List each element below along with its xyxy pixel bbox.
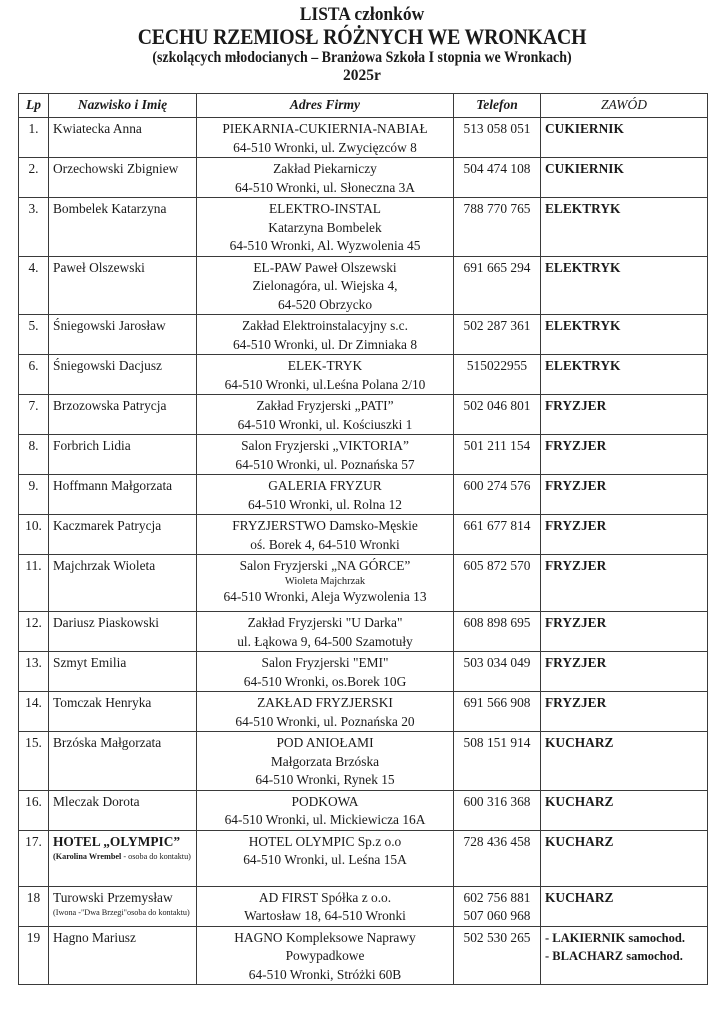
cell-name xyxy=(49,475,197,515)
contact-note-text: - osoba do kontaktu) xyxy=(121,852,191,861)
row-number: 7. xyxy=(28,398,39,413)
cell-address xyxy=(197,790,454,830)
cell-lp xyxy=(19,732,49,791)
cell-lp xyxy=(19,435,49,475)
row-number: 4. xyxy=(28,259,39,275)
cell-phone xyxy=(454,612,541,652)
cell-profession xyxy=(541,256,708,315)
table-row xyxy=(19,830,708,886)
cell-phone xyxy=(454,355,541,395)
cell-phone xyxy=(454,926,541,985)
cell-phone xyxy=(454,256,541,315)
member-name: Hoffmann Małgorzata xyxy=(53,478,173,493)
row-number: 1. xyxy=(28,121,39,136)
table-row xyxy=(19,652,708,692)
cell-address xyxy=(197,395,454,435)
cell-profession xyxy=(541,158,708,198)
phone-number: 504 474 108 xyxy=(463,161,531,176)
title-line-1: LISTA członków xyxy=(299,4,425,25)
cell-address xyxy=(197,475,454,515)
cell-phone xyxy=(454,315,541,355)
address-line: 64-510 Wronki, ul.Leśna Polana 2/10 xyxy=(224,376,426,392)
cell-profession xyxy=(541,692,708,732)
row-number: 12. xyxy=(25,615,42,630)
member-name: Hagno Mariusz xyxy=(53,929,136,945)
member-name: Tomczak Henryka xyxy=(53,695,152,710)
cell-address xyxy=(197,435,454,475)
cell-phone xyxy=(454,198,541,257)
table-row xyxy=(19,515,708,555)
table-row xyxy=(19,926,708,985)
title-line-3: (szkolących młodocianych – Branżowa Szkoła I stopnia we Wronkach) xyxy=(152,49,572,66)
address-line: 64-510 Wronki, ul. Mickiewicza 16A xyxy=(224,812,426,827)
cell-address xyxy=(197,612,454,652)
cell-name xyxy=(49,886,197,926)
phone-number: 503 034 049 xyxy=(463,655,531,670)
member-name: Orzechowski Zbigniew xyxy=(53,161,179,176)
address-line: 64-510 Wronki, ul. Leśna 15A xyxy=(243,852,407,867)
cell-profession xyxy=(541,555,708,612)
cell-lp xyxy=(19,256,49,315)
cell-profession xyxy=(541,515,708,555)
cell-name xyxy=(49,158,197,198)
profession-label: FRYZJER xyxy=(545,398,607,413)
title-line-2: CECHU RZEMIOSŁ RÓŻNYCH WE WRONKACH xyxy=(137,24,587,49)
address-line: Zakład Fryzjerski „PATI” xyxy=(256,398,394,413)
address-line: GALERIA FRYZUR xyxy=(268,478,382,493)
table-header-row xyxy=(19,94,708,118)
cell-phone xyxy=(454,886,541,926)
cell-profession xyxy=(541,198,708,257)
cell-name xyxy=(49,256,197,315)
phone-number: 502 046 801 xyxy=(463,398,531,413)
cell-address xyxy=(197,198,454,257)
cell-phone xyxy=(454,118,541,158)
address-line: Wartosław 18, 64-510 Wronki xyxy=(244,908,406,923)
phone-number: 605 872 570 xyxy=(463,558,531,573)
row-number: 14. xyxy=(25,695,42,710)
contact-note xyxy=(53,851,192,862)
member-name: Brzóska Małgorzata xyxy=(53,735,162,750)
member-name: Turowski Przemysław xyxy=(53,889,173,905)
cell-lp xyxy=(19,555,49,612)
cell-name xyxy=(49,555,197,612)
member-name: Bombelek Katarzyna xyxy=(53,201,167,216)
address-line: POD ANIOŁAMI xyxy=(276,735,374,750)
member-name: Kaczmarek Patrycja xyxy=(53,518,162,533)
profession-label: FRYZJER xyxy=(545,558,607,573)
cell-profession xyxy=(541,790,708,830)
cell-lp xyxy=(19,355,49,395)
row-number: 5. xyxy=(28,318,39,333)
table-row xyxy=(19,315,708,355)
cell-profession xyxy=(541,886,708,926)
cell-name xyxy=(49,926,197,985)
profession-label: FRYZJER xyxy=(545,615,607,630)
phone-number: 501 211 154 xyxy=(463,438,531,453)
member-name: Kwiatecka Anna xyxy=(53,121,142,136)
row-number: 11. xyxy=(25,558,42,573)
address-line: ZAKŁAD FRYZJERSKI xyxy=(257,695,393,710)
cell-phone xyxy=(454,515,541,555)
cell-address xyxy=(197,652,454,692)
row-number: 2. xyxy=(28,161,39,176)
address-line: 64-510 Wronki, Aleja Wyzwolenia 13 xyxy=(223,588,427,604)
header-lp: Lp xyxy=(19,94,49,118)
row-number: 8. xyxy=(28,438,39,453)
cell-name xyxy=(49,315,197,355)
cell-address xyxy=(197,692,454,732)
cell-profession xyxy=(541,355,708,395)
table-row xyxy=(19,886,708,926)
cell-phone xyxy=(454,830,541,886)
address-line: AD FIRST Spółka z o.o. xyxy=(258,889,392,905)
profession-label: FRYZJER xyxy=(545,438,607,453)
address-line: FRYZJERSTWO Damsko-Męskie xyxy=(232,518,418,533)
cell-profession xyxy=(541,830,708,886)
contact-note: (Iwona -"Dwa Brzegi"osoba do kontaktu) xyxy=(53,908,190,917)
phone-number: 502 287 361 xyxy=(463,318,531,333)
profession-label: CUKIERNIK xyxy=(545,121,624,136)
address-line: Salon Fryzjerski „NA GÓRCE” xyxy=(239,558,411,573)
cell-address xyxy=(197,555,454,612)
table-row xyxy=(19,435,708,475)
table-row xyxy=(19,256,708,315)
phone-number: 661 677 814 xyxy=(463,518,531,533)
table-row xyxy=(19,555,708,612)
cell-name xyxy=(49,435,197,475)
member-name: Majchrzak Wioleta xyxy=(53,558,156,573)
profession-label: ELEKTRYK xyxy=(545,259,621,275)
address-line: 64-510 Wronki, ul. Dr Zimniaka 8 xyxy=(232,336,418,352)
row-number: 16. xyxy=(25,793,42,809)
header-profession: ZAWÓD xyxy=(541,94,708,118)
cell-lp xyxy=(19,475,49,515)
cell-phone xyxy=(454,435,541,475)
cell-phone xyxy=(454,158,541,198)
cell-profession xyxy=(541,395,708,435)
address-line: 64-510 Wronki, Rynek 15 xyxy=(255,772,395,787)
address-line: Katarzyna Bombelek xyxy=(268,219,382,235)
cell-name xyxy=(49,692,197,732)
row-number: 3. xyxy=(28,201,39,216)
cell-profession xyxy=(541,118,708,158)
address-line: ul. Łąkowa 9, 64-500 Szamotuły xyxy=(237,633,413,649)
phone-number: 600 316 368 xyxy=(463,793,531,809)
cell-lp xyxy=(19,830,49,886)
address-line: 64-510 Wronki, ul. Rolna 12 xyxy=(248,496,402,512)
contact-person: (Karolina Wrembel xyxy=(53,852,122,861)
table-row xyxy=(19,395,708,435)
row-number: 18 xyxy=(26,889,41,905)
address-line: PODKOWA xyxy=(291,793,359,809)
address-line: 64-510 Wronki, os.Borek 10G xyxy=(243,673,407,689)
address-line: EL-PAW Paweł Olszewski xyxy=(253,259,397,275)
address-line: Zakład Fryzjerski "U Darka" xyxy=(247,615,403,630)
phone-number: 513 058 051 xyxy=(463,121,531,136)
cell-address xyxy=(197,256,454,315)
cell-name xyxy=(49,355,197,395)
address-line: 64-510 Wronki, Al. Wyzwolenia 45 xyxy=(229,238,421,253)
table-row xyxy=(19,118,708,158)
address-line: Wioleta Majchrzak xyxy=(284,575,366,587)
phone-number: 507 060 968 xyxy=(463,908,531,923)
profession-label: KUCHARZ xyxy=(545,889,614,905)
profession-label: ELEKTRYK xyxy=(545,358,621,373)
profession-label: CUKIERNIK xyxy=(545,161,624,176)
cell-phone xyxy=(454,652,541,692)
member-name: Paweł Olszewski xyxy=(53,259,145,275)
address-line: Zakład Elektroinstalacyjny s.c. xyxy=(242,318,408,333)
address-line: PIEKARNIA-CUKIERNIA-NABIAŁ xyxy=(222,121,428,136)
address-line: oś. Borek 4, 64-510 Wronki xyxy=(250,536,400,552)
phone-number: 788 770 765 xyxy=(463,201,531,216)
phone-number: 502 530 265 xyxy=(463,929,531,945)
row-number: 13. xyxy=(25,655,42,670)
members-table xyxy=(18,93,708,985)
address-line: 64-510 Wronki, ul. Poznańska 20 xyxy=(235,713,415,729)
cell-name xyxy=(49,652,197,692)
address-line: HAGNO Kompleksowe Naprawy xyxy=(234,929,416,945)
phone-number: 602 756 881 xyxy=(463,889,531,905)
profession-label: FRYZJER xyxy=(545,695,607,710)
cell-name xyxy=(49,790,197,830)
member-name: Dariusz Piaskowski xyxy=(53,615,160,630)
cell-profession xyxy=(541,732,708,791)
address-line: Salon Fryzjerski „VIKTORIA” xyxy=(241,438,409,453)
member-name: Brzozowska Patrycja xyxy=(53,398,167,413)
cell-name xyxy=(49,830,197,886)
address-line: Zakład Piekarniczy xyxy=(273,161,377,176)
header-phone: Telefon xyxy=(454,94,541,118)
address-line: ELEK-TRYK xyxy=(287,358,363,373)
cell-phone xyxy=(454,475,541,515)
phone-number: 608 898 695 xyxy=(463,615,531,630)
address-line: ELEKTRO-INSTAL xyxy=(269,201,381,216)
cell-name xyxy=(49,198,197,257)
table-row xyxy=(19,692,708,732)
phone-number: 728 436 458 xyxy=(463,833,531,849)
cell-address xyxy=(197,926,454,985)
cell-address xyxy=(197,732,454,791)
cell-name xyxy=(49,732,197,791)
member-name: Śniegowski Jarosław xyxy=(53,318,166,333)
cell-address xyxy=(197,158,454,198)
cell-profession xyxy=(541,652,708,692)
address-line: Małgorzata Brzóska xyxy=(270,753,380,769)
address-line: Powypadkowe xyxy=(285,948,365,963)
phone-number: 691 665 294 xyxy=(463,259,531,275)
address-line: 64-510 Wronki, ul. Poznańska 57 xyxy=(235,456,415,472)
member-name: Śniegowski Dacjusz xyxy=(53,358,162,373)
year-label: 2025r xyxy=(343,67,381,84)
cell-address xyxy=(197,355,454,395)
table-row xyxy=(19,612,708,652)
table-row xyxy=(19,198,708,257)
profession-label: FRYZJER xyxy=(545,518,607,533)
cell-profession xyxy=(541,475,708,515)
cell-name xyxy=(49,612,197,652)
cell-address xyxy=(197,886,454,926)
address-line: 64-510 Wronki, ul. Zwycięzców 8 xyxy=(233,139,417,155)
row-number: 15. xyxy=(25,735,42,750)
cell-name xyxy=(49,118,197,158)
cell-lp xyxy=(19,158,49,198)
cell-phone xyxy=(454,395,541,435)
member-name: Szmyt Emilia xyxy=(53,655,127,670)
profession-label: KUCHARZ xyxy=(545,833,614,849)
cell-profession xyxy=(541,435,708,475)
phone-number: 515022955 xyxy=(466,358,528,373)
profession-label: - LAKIERNIK samochod. xyxy=(545,930,685,945)
address-line: 64-510 Wronki, ul. Słoneczna 3A xyxy=(235,179,415,195)
table-row xyxy=(19,790,708,830)
cell-address xyxy=(197,315,454,355)
cell-name xyxy=(49,395,197,435)
address-line: 64-520 Obrzycko xyxy=(277,296,373,312)
document-header xyxy=(0,4,724,85)
cell-lp xyxy=(19,515,49,555)
cell-lp xyxy=(19,926,49,985)
profession-label: ELEKTRYK xyxy=(545,201,621,216)
member-name: HOTEL „OLYMPIC” xyxy=(53,833,181,849)
profession-label: KUCHARZ xyxy=(545,735,614,750)
cell-phone xyxy=(454,555,541,612)
address-line: Salon Fryzjerski "EMI" xyxy=(261,655,389,670)
cell-profession xyxy=(541,612,708,652)
row-number: 10. xyxy=(25,518,42,533)
address-line: 64-510 Wronki, Stróżki 60B xyxy=(248,966,402,982)
table-row xyxy=(19,355,708,395)
table-row xyxy=(19,475,708,515)
cell-lp xyxy=(19,612,49,652)
cell-lp xyxy=(19,652,49,692)
profession-label: KUCHARZ xyxy=(545,793,614,809)
cell-phone xyxy=(454,692,541,732)
cell-lp xyxy=(19,315,49,355)
cell-lp xyxy=(19,886,49,926)
row-number: 9. xyxy=(28,478,39,493)
row-number: 17. xyxy=(25,833,42,849)
table-row xyxy=(19,732,708,791)
phone-number: 508 151 914 xyxy=(463,735,531,750)
cell-profession xyxy=(541,315,708,355)
header-name: Nazwisko i Imię xyxy=(49,94,197,118)
phone-number: 600 274 576 xyxy=(463,478,531,493)
phone-number: 691 566 908 xyxy=(463,695,531,710)
cell-lp xyxy=(19,198,49,257)
address-line: 64-510 Wronki, ul. Kościuszki 1 xyxy=(237,416,413,432)
profession-label: FRYZJER xyxy=(545,655,607,670)
profession-label: ELEKTRYK xyxy=(545,318,621,333)
address-line: Zielonagóra, ul. Wiejska 4, xyxy=(252,278,398,293)
row-number: 19 xyxy=(26,929,41,945)
cell-profession xyxy=(541,926,708,985)
cell-name xyxy=(49,515,197,555)
cell-address xyxy=(197,830,454,886)
header-address: Adres Firmy xyxy=(197,94,454,118)
address-line: HOTEL OLYMPIC Sp.z o.o xyxy=(248,833,402,849)
cell-lp xyxy=(19,692,49,732)
table-row xyxy=(19,158,708,198)
cell-address xyxy=(197,515,454,555)
member-name: Forbrich Lidia xyxy=(53,438,131,453)
cell-lp xyxy=(19,395,49,435)
cell-phone xyxy=(454,732,541,791)
cell-phone xyxy=(454,790,541,830)
profession-label: - BLACHARZ samochod. xyxy=(545,949,683,963)
member-name: Mleczak Dorota xyxy=(53,793,140,809)
cell-lp xyxy=(19,790,49,830)
cell-address xyxy=(197,118,454,158)
cell-lp xyxy=(19,118,49,158)
row-number: 6. xyxy=(28,358,39,373)
profession-label: FRYZJER xyxy=(545,478,607,493)
